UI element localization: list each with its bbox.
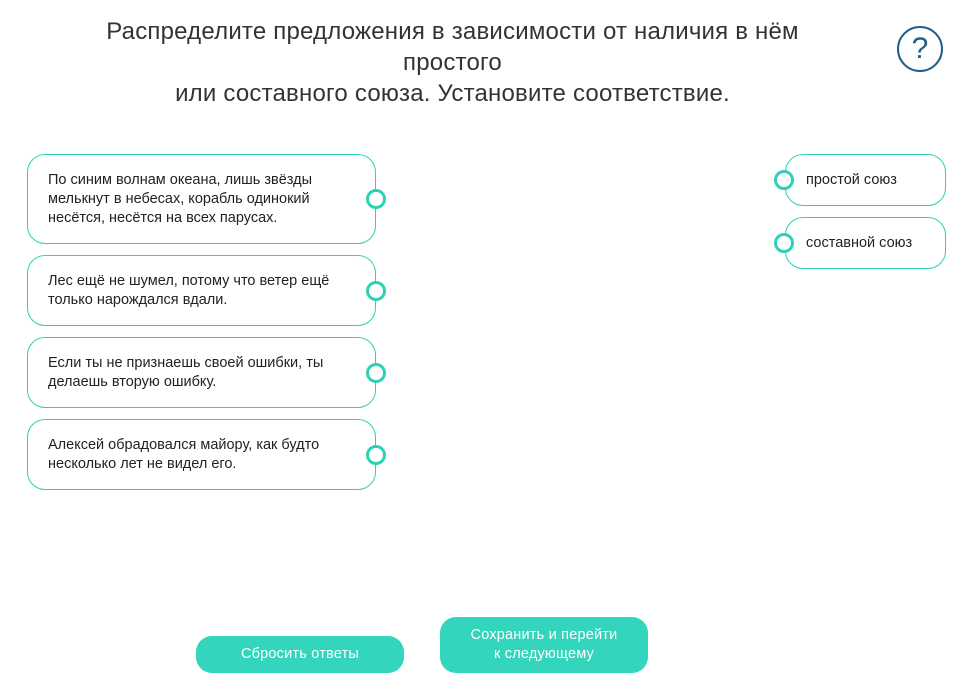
target-simple-connector-icon[interactable]: [774, 170, 794, 190]
sentence-text-2: Лес ещё не шумел, потому что ветер ещё только нарождался вдали.: [48, 272, 330, 308]
task-title: [60, 16, 845, 109]
help-question-icon[interactable]: ?: [897, 26, 943, 72]
sentence-card-2[interactable]: [27, 255, 376, 326]
sentence-card-1[interactable]: [27, 154, 376, 244]
target-label-compound: составной союз: [806, 235, 913, 251]
sentence-text-3: Если ты не признаешь своей ошибки, ты делаешь вторую ошибку.: [48, 354, 324, 390]
save-button-label-line-2: к следующему: [493, 646, 595, 662]
sentence-card-4[interactable]: [27, 419, 376, 490]
sentence-text-4: Алексей обрадовался майору, как будто несколько лет не видел его.: [48, 436, 320, 472]
sentence-card-3[interactable]: [27, 337, 376, 408]
sentence-2-connector-icon[interactable]: [366, 281, 386, 301]
target-card-compound[interactable]: [785, 217, 946, 269]
sentence-text-1: По синим волнам океана, лишь звёзды мелькнут в небесах, корабль одинокий несётся, несётся на всех парусах.: [48, 171, 313, 226]
sentence-1-connector-icon[interactable]: [366, 189, 386, 209]
save-and-next-button[interactable]: [440, 617, 648, 673]
save-button-label-line-1: Сохранить и перейти: [470, 627, 618, 643]
target-compound-connector-icon[interactable]: [774, 233, 794, 253]
target-card-simple[interactable]: [785, 154, 946, 206]
sentence-3-connector-icon[interactable]: [366, 363, 386, 383]
task-title-line-3: или составного союза. Установите соответствие.: [175, 80, 730, 107]
reset-answers-button[interactable]: Сбросить ответы: [196, 636, 404, 673]
target-label-simple: простой союз: [806, 172, 897, 188]
task-title-line-1: Распределите предложения в зависимости от наличия в нём: [106, 18, 799, 45]
task-title-line-2: простого: [403, 49, 502, 76]
sentence-4-connector-icon[interactable]: [366, 445, 386, 465]
